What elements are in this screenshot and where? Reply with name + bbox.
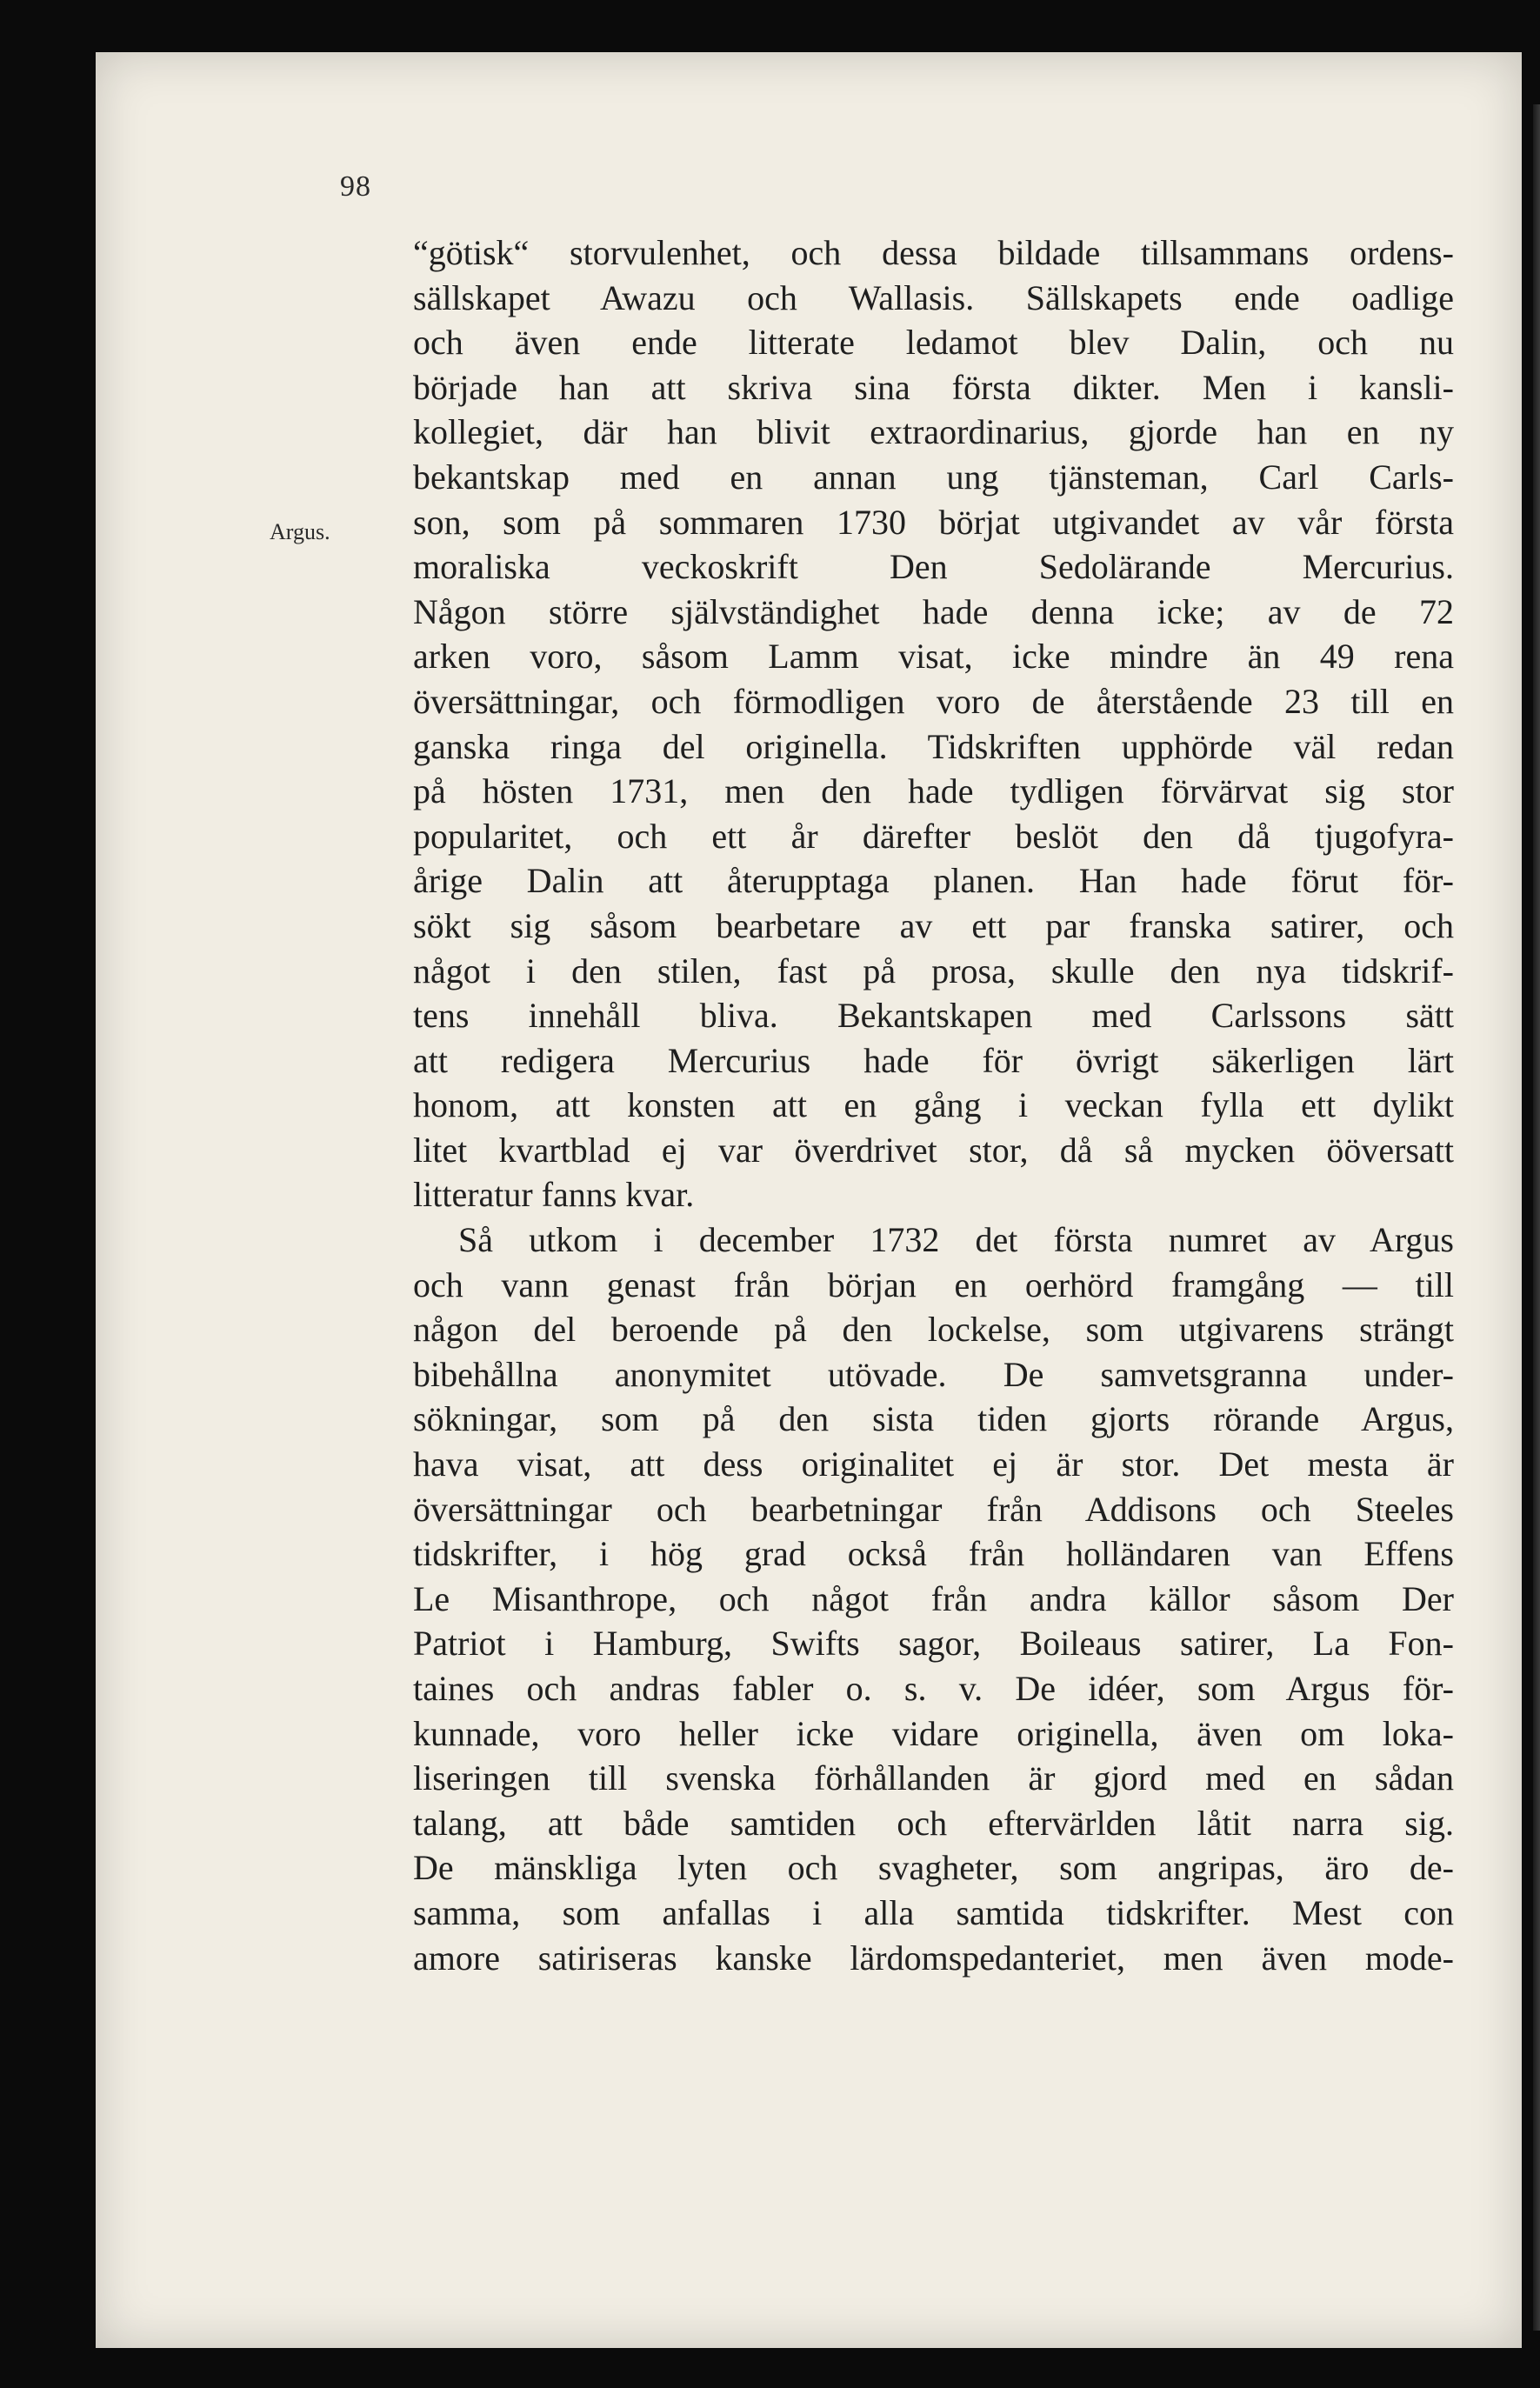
text-line: kollegiet, där han blivit extraordinarius, gjorde han en ny <box>413 412 1454 452</box>
text-line: son, som på sommaren 1730 börjat utgivandet av vår första <box>413 502 1454 542</box>
text-line: översättningar, och förmodligen voro de återstående 23 till en <box>413 681 1454 721</box>
text-line: sällskapet Awazu och Wallasis. Sällskapets ende oadlige <box>413 277 1454 317</box>
text-line: popularitet, och ett år därefter beslöt den då tjugofyra- <box>413 816 1454 856</box>
text-line: De mänskliga lyten och svagheter, som angripas, äro de- <box>413 1848 1454 1888</box>
text-line: litet kvartblad ej var överdrivet stor, då så mycken ööversatt <box>413 1130 1454 1170</box>
text-line: Någon större självständighet hade denna icke; av de 72 <box>413 591 1454 631</box>
text-line: Så utkom i december 1732 det första numret av Argus <box>458 1220 1454 1260</box>
text-line: någon del beroende på den lockelse, som utgivarens strängt <box>413 1310 1454 1350</box>
text-line: översättningar och bearbetningar från Addisons och Steeles <box>413 1489 1454 1529</box>
text-line: årige Dalin att återupptaga planen. Han hade förut för- <box>413 861 1454 901</box>
text-line: “götisk“ storvulenhet, och dessa bildade tillsammans ordens- <box>413 233 1454 272</box>
text-line: på hösten 1731, men den hade tydligen förvärvat sig stor <box>413 771 1454 811</box>
text-line: talang, att både samtiden och eftervärlden låtit narra sig. <box>413 1803 1454 1843</box>
text-line: sökningar, som på den sista tiden gjorts rörande Argus, <box>413 1399 1454 1439</box>
text-line: samma, som anfallas i alla samtida tidskrifter. Mest con <box>413 1892 1454 1932</box>
text-line: taines och andras fabler o. s. v. De idéer, som Argus för- <box>413 1669 1454 1708</box>
text-line: tens innehåll bliva. Bekantskapen med Carlssons sätt <box>413 996 1454 1036</box>
text-line: bibehållna anonymitet utövade. De samvetsgranna under- <box>413 1354 1454 1394</box>
text-line: och vann genast från början en oerhörd framgång — till <box>413 1264 1454 1304</box>
text-line: ganska ringa del originella. Tidskriften upphörde väl redan <box>413 726 1454 766</box>
text-line: arken voro, såsom Lamm visat, icke mindre än 49 rena <box>413 637 1454 677</box>
text-line: började han att skriva sina första dikter. Men i kansli- <box>413 367 1454 407</box>
margin-note: Argus. <box>270 519 330 544</box>
page-edge <box>1533 104 1540 2331</box>
text-line: litteratur fanns kvar. <box>413 1175 695 1215</box>
text-line: sökt sig såsom bearbetare av ett par franska satirer, och <box>413 905 1454 945</box>
text-line: något i den stilen, fast på prosa, skulle den nya tidskrif- <box>413 951 1454 991</box>
text-line: honom, att konsten att en gång i veckan fylla ett dylikt <box>413 1085 1454 1125</box>
text-line: moraliska veckoskrift Den Sedolärande Mercurius. <box>413 547 1454 587</box>
text-line: och även ende litterate ledamot blev Dalin, och nu <box>413 323 1454 363</box>
text-line: liseringen till svenska förhållanden är gjord med en sådan <box>413 1758 1454 1798</box>
text-line: att redigera Mercurius hade för övrigt säkerligen lärt <box>413 1040 1454 1080</box>
text-line: Patriot i Hamburg, Swifts sagor, Boileaus satirer, La Fon- <box>413 1624 1454 1664</box>
text-line: hava visat, att dess originalitet ej är stor. Det mesta är <box>413 1444 1454 1484</box>
text-line: Le Misanthrope, och något från andra källor såsom Der <box>413 1578 1454 1618</box>
text-line: tidskrifter, i hög grad också från holländaren van Effens <box>413 1534 1454 1574</box>
text-line: amore satiriseras kanske lärdomspedanteriet, men även mode- <box>413 1938 1454 1978</box>
body-text <box>413 230 1454 1980</box>
text-line: kunnade, voro heller icke vidare originella, även om loka- <box>413 1713 1454 1753</box>
text-line: bekantskap med en annan ung tjänsteman, Carl Carls- <box>413 457 1454 497</box>
page-number: 98 <box>340 170 371 203</box>
